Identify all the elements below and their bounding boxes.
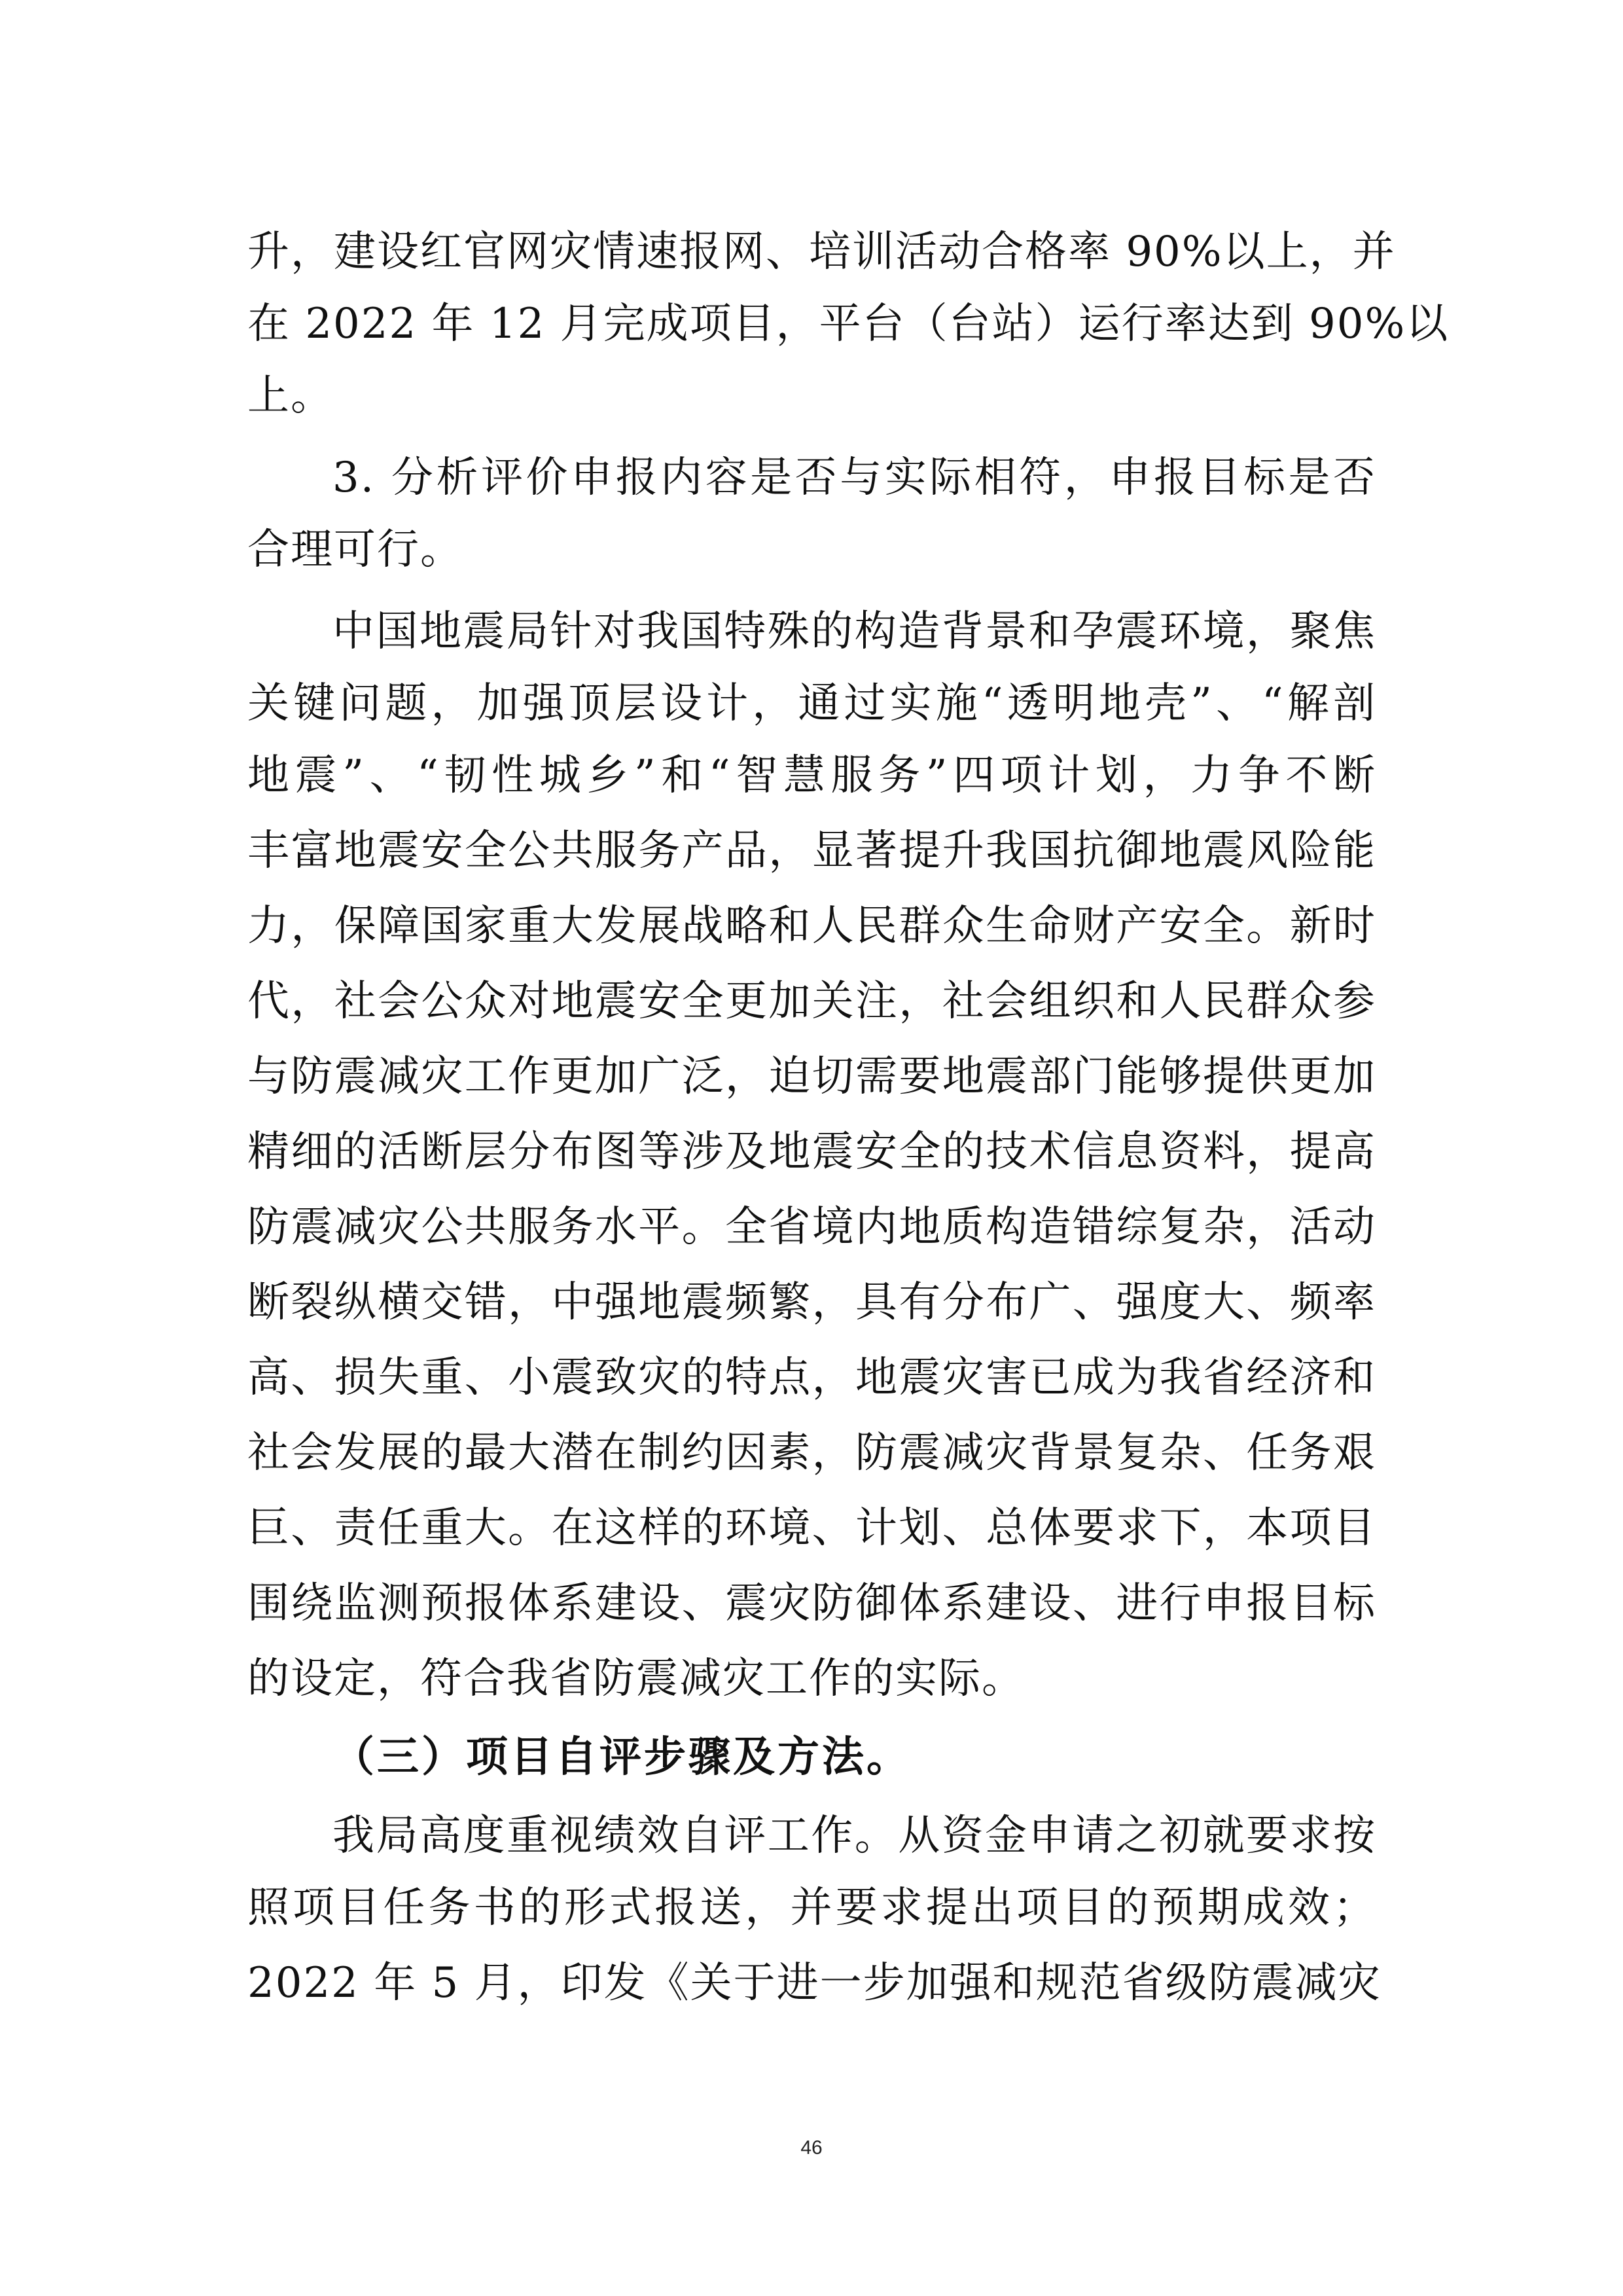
text-line: 3. 分析评价申报内容是否与实际相符，申报目标是否 [332,454,1376,502]
text-line: 与防震减灾工作更加广泛，迫切需要地震部门能够提供更加 [247,1052,1376,1101]
text-line: 合理可行。 [247,526,463,574]
text-line: 在 2022 年 12 月完成项目，平台（台站）运行率达到 90%以 [247,300,1450,348]
page-number: 46 [800,2137,823,2159]
text-line: 2022 年 5 月，印发《关于进一步加强和规范省级防震减灾 [247,1959,1382,2007]
text-line: 巨、责任重大。在这样的环境、计划、总体要求下，本项目 [247,1504,1376,1552]
text-line: 中国地震局针对我国特殊的构造背景和孕震环境，聚焦 [332,607,1376,656]
text-line: 高、损失重、小震致灾的特点，地震灾害已成为我省经济和 [247,1354,1376,1402]
text-line: 上。 [247,372,334,420]
text-line: 围绕监测预报体系建设、震灾防御体系建设、进行申报目标 [247,1579,1376,1628]
section-heading: （三）项目自评步骤及方法。 [332,1733,911,1782]
text-line: 照项目任务书的形式报送，并要求提出项目的预期成效； [247,1884,1376,1932]
text-line: 升，建设红官网灾情速报网、培训活动合格率 90%以上，并 [247,228,1396,276]
text-line: 关键问题，加强顶层设计，通过实施“透明地壳”、“解剖 [247,679,1376,728]
text-line: 地震”、“韧性城乡”和“智慧服务”四项计划，力争不断 [247,751,1376,800]
text-line: 断裂纵横交错，中强地震频繁，具有分布广、强度大、频率 [247,1278,1376,1327]
text-line: 精细的活断层分布图等涉及地震安全的技术信息资料，提高 [247,1128,1376,1176]
text-line: 我局高度重视绩效自评工作。从资金申请之初就要求按 [332,1812,1376,1860]
text-line: 力，保障国家重大发展战略和人民群众生命财产安全。新时 [247,902,1376,950]
text-line: 代，社会公众对地震安全更加关注，社会组织和人民群众参 [247,977,1376,1026]
text-line: 社会发展的最大潜在制约因素，防震减灾背景复杂、任务艰 [247,1429,1376,1477]
text-line: 丰富地震安全公共服务产品，显著提升我国抗御地震风险能 [247,827,1376,875]
text-line: 防震减灾公共服务水平。全省境内地质构造错综复杂，活动 [247,1203,1376,1251]
text-line: 的设定，符合我省防震减灾工作的实际。 [247,1655,1025,1703]
